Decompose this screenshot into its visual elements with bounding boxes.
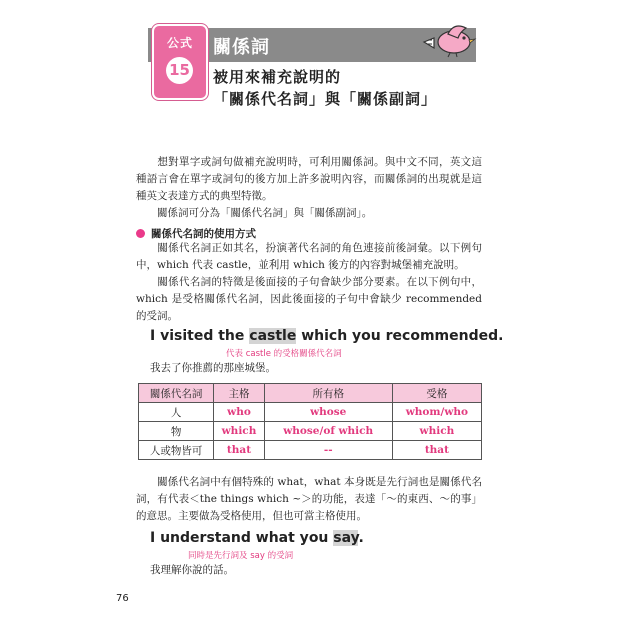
table-cell: 物 [139,422,214,441]
section-paragraph-2 [136,274,482,325]
subtitle-line-2: 「關係代名詞」與「關係副詞」 [213,90,438,108]
table-row [139,422,482,441]
table-row [139,403,482,422]
intro-text-1: 想對單字或詞句做補充說明時，可利用關係詞。與中文不同，英文這種語言會在單字或詞句的後方加上許多說明內容，而關係詞的出現就是這種英文表達方式的典型特徵。 [136,156,482,202]
intro-paragraph-1 [136,154,482,205]
section-paragraph-1 [136,240,482,274]
example-2-translation: 我理解你說的話。 [150,564,234,576]
page-number: 76 [116,593,129,604]
table-header: 受格 [392,384,481,403]
table-cell: 人 [139,403,214,422]
table-cell: which [392,422,481,441]
table-header: 關係代名詞 [139,384,214,403]
example-1-translation: 我去了你推薦的那座城堡。 [150,362,276,374]
table-cell: -- [264,441,392,460]
highlighted-word: say [333,530,359,546]
table-cell: who [214,403,264,422]
example-1-note: 代表 castle 的受格關係代名詞 [226,349,342,359]
table-header: 所有格 [264,384,392,403]
intro-text-2: 關係詞可分為「關係代名詞」與「關係副詞」。 [157,207,373,219]
section-heading [136,226,256,241]
what-paragraph [136,474,482,525]
table-cell: whose/of which [264,422,392,441]
section-heading-text: 關係代名詞的使用方式 [151,228,256,240]
section-text-1: 關係代名詞正如其名，扮演著代名詞的角色連接前後詞彙。以下例句中，which 代表 castle，並利用 which 後方的內容對城堡補充說明。 [136,242,482,271]
bullet-dot-icon [136,229,145,238]
relative-pronoun-table [138,383,482,460]
example-sentence-1: I visited the castle which you recommended. [150,328,504,344]
section-text-2: 關係代名詞的特徵是後面接的子句會缺少部分要素。在以下例句中，which 是受格關係代名詞，因此後面接的子句中會缺少 recommended 的受詞。 [136,276,482,322]
formula-label: 公式 [166,36,193,50]
table-row [139,441,482,460]
bird-icon [420,18,478,58]
table-cell: 人或物皆可 [139,441,214,460]
intro-paragraph-2 [136,205,482,222]
table-header-row [139,384,482,403]
highlighted-word: castle [249,328,297,344]
table-cell: whom/who [392,403,481,422]
chapter-title: 關係詞 [213,37,270,58]
table-cell: that [392,441,481,460]
table-cell: that [214,441,264,460]
example-sentence-2: I understand what you say. [150,530,364,546]
table-header: 主格 [214,384,264,403]
formula-number: 15 [166,57,193,84]
example-2-note: 同時是先行詞及 say 的受詞 [188,551,294,561]
formula-badge [152,24,208,100]
table-cell: whose [264,403,392,422]
what-text: 關係代名詞中有個特殊的 what，what 本身既是先行詞也是關係代名詞，有代表＜the things which ~＞的功能，表達「～的東西、～的事」的意思。主要做為受格使用，但也可當主格使用。 [136,476,482,522]
subtitle-line-1: 被用來補充說明的 [213,68,342,86]
table-cell: which [214,422,264,441]
